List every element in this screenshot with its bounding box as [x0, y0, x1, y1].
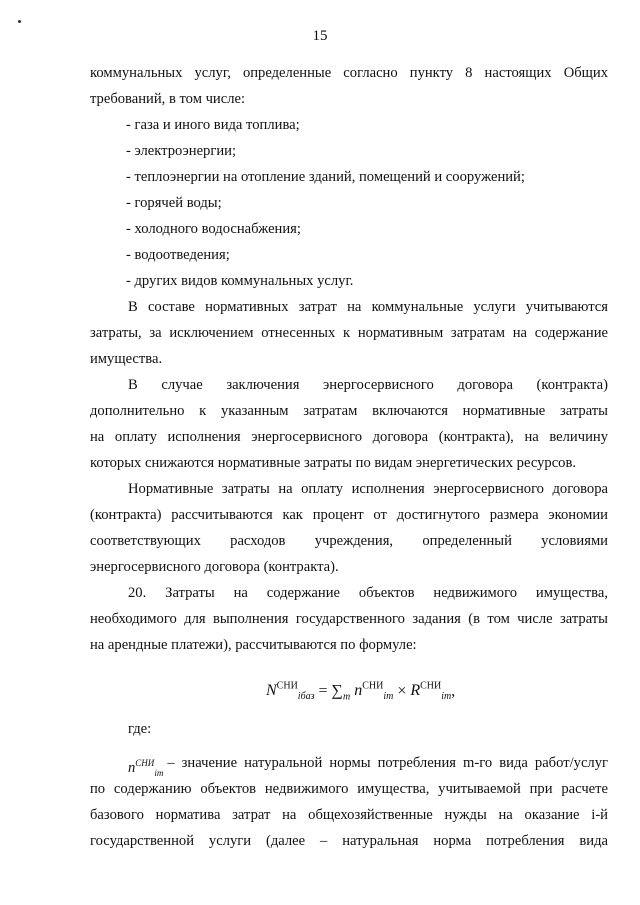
- text-line: (контракта) рассчитываются как процент от достигнутого размера экономии: [90, 507, 608, 523]
- formula-equals: =: [318, 682, 328, 700]
- text-line: государственной услуги (далее – натуральная норма потребления вида: [90, 833, 608, 849]
- list-item: - холодного водоснабжения;: [126, 221, 301, 237]
- text-line-where: где:: [128, 721, 152, 737]
- paragraph-first-line: В случае заключения энергосервисного договора (контракта): [128, 377, 608, 393]
- paragraph-first-line: Нормативные затраты на оплату исполнения энергосервисного договора: [128, 481, 608, 497]
- formula-times: ×: [397, 682, 407, 700]
- text-line: затраты, за исключением отнесенных к нормативным затратам на содержание: [90, 325, 608, 341]
- text-line: коммунальных услуг, определенные согласно пункту 8 настоящих Общих: [90, 65, 608, 81]
- paragraph-first-line: В составе нормативных затрат на коммунальные услуги учитываются: [128, 299, 608, 315]
- list-item: - других видов коммунальных услуг.: [126, 273, 354, 289]
- list-item: - горячей воды;: [126, 195, 222, 211]
- definition-first-line: [90, 750, 608, 776]
- list-item: - водоотведения;: [126, 247, 230, 263]
- text-line: имущества.: [90, 351, 163, 367]
- text-line: базового норматива затрат на общехозяйственные нужды на оказание i-й: [90, 807, 608, 823]
- text-line: которых снижаются нормативные затраты по видам энергетических ресурсов.: [90, 455, 577, 471]
- formula-lhs: $N^{СНИ}_{iбаз}$: [266, 681, 315, 703]
- text-line: дополнительно к указанным затратам включаются нормативные затраты: [90, 403, 608, 419]
- formula: $N^{СНИ}_{iбаз} = \sum_m$ $n^{СНИ}_{im} \times R^{СНИ}_{im}$,: [266, 681, 456, 703]
- text-line: на оплату исполнения энергосервисного договора (контракта), на величину: [90, 429, 608, 445]
- text-line: требований, в том числе:: [90, 91, 246, 107]
- page-number: 15: [312, 28, 328, 44]
- sum-index: m: [342, 691, 351, 703]
- list-item: - газа и иного вида топлива;: [126, 117, 300, 133]
- text-line: на арендные платежи), рассчитываются по формуле:: [90, 637, 417, 653]
- text-line: соответствующих расходов учреждения, определенный условиями: [90, 533, 608, 549]
- paragraph-first-line: 20. Затраты на содержание объектов недвижимого имущества,: [128, 585, 608, 601]
- definition-text: – значение натуральной нормы потребления m-го вида работ/услуг: [167, 755, 608, 771]
- formula-r-term: $R^{СНИ}_{im}$: [410, 681, 452, 703]
- text-line: необходимого для выполнения государственного задания (в том числе затраты: [90, 611, 608, 627]
- scan-mark: [18, 20, 21, 23]
- text-line: энергосервисного договора (контракта).: [90, 559, 339, 575]
- formula-n-term: $n^{СНИ}_{im}$: [354, 681, 394, 703]
- symbol-n-im: $n^{СНИ}_{im}$: [128, 758, 164, 778]
- sum-symbol: ∑: [331, 682, 343, 700]
- list-item: - электроэнергии;: [126, 143, 237, 159]
- document-body: [90, 60, 608, 854]
- list-item: - теплоэнергии на отопление зданий, помещений и сооружений;: [126, 169, 525, 185]
- text-line: по содержанию объектов недвижимого имущества, учитываемой при расчете: [90, 781, 608, 797]
